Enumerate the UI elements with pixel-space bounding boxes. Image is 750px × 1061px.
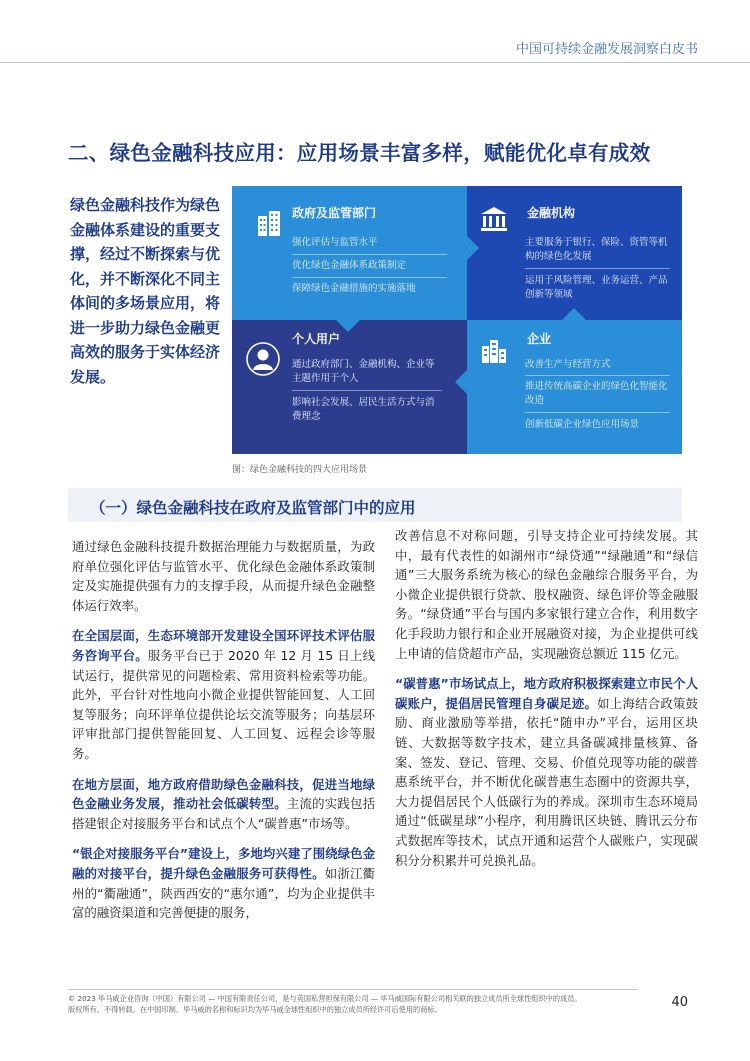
paragraph (72, 844, 375, 922)
paragraph (395, 674, 698, 870)
paragraph (72, 537, 375, 615)
header-rule (0, 62, 750, 63)
quadrant-title: 金融机构 (527, 206, 576, 220)
diagram-notch (455, 370, 467, 394)
highlight-text: 在全国层面，生态环境部开发建设全国环评技术评估服务咨询平台。 (72, 628, 375, 663)
item-separator (525, 375, 670, 376)
quadrant-item: 强化评估与监管水平 (292, 237, 378, 248)
quadrant-item: 主要服务于银行、保险、资管等机构的绿色化发展 (525, 237, 668, 262)
section-heading: 二、绿色金融科技应用：应用场景丰富多样，赋能优化卓有成效 (68, 141, 651, 165)
paragraph-text: 服务平台已于 2020 年 12 月 15 日上线试运行，提供常见的问题检索、常用资料检索等功能。此外，平台针对性地向小微企业提供智能回复、人工回复等服务；向环评单位提供论坛交流等服务；向基层环评审批部门提供智能回复、人工回复、远程会诊等服务。 (72, 647, 375, 761)
application-scenarios-diagram (232, 186, 682, 454)
diagram-notch (562, 308, 586, 320)
paragraph (72, 775, 375, 834)
body-column-right (395, 526, 698, 881)
bank-icon (479, 204, 509, 234)
government-building-icon (254, 208, 284, 238)
footer-trademark: 版权所有，不得转载。在中国印制。毕马威的名称和标识均为毕马威全球性组织中的独立成员所经许可后使用的商标。 (68, 1005, 442, 1014)
quadrant-title: 政府及监管部门 (292, 206, 377, 220)
quadrant-individual-users (232, 320, 467, 454)
page-number: 40 (671, 995, 688, 1010)
paragraph-text: 如上海结合政策鼓励、商业激励等举措，依托“随申办”平台，运用区块链、大数据等数字技术，建立具备碳减排量核算、备案、签发、登记、管理、交易、价值兑现等功能的碳普惠系统平台，并不断优化碳普惠生态圈中的资源共享，大力提倡居民个人低碳行为的养成。深圳市生态环境局通过“低碳星球”小程序，利用腾讯区块链、腾讯云分布式数据库等技术，试点开通和运营个人碳账户，实现碳积分分积累并可兑换礼品。 (395, 695, 699, 868)
header-title: 中国可持续金融发展洞察白皮书 (515, 42, 698, 57)
highlight-text: “碳普惠”市场试点上，地方政府积极探索建立市民个人碳账户，提倡居民管理自身碳足迹。 (395, 676, 698, 711)
quadrant-title: 企业 (527, 332, 552, 346)
quadrant-item: 改善生产与经营方式 (525, 359, 611, 370)
footer-rule (68, 989, 638, 990)
item-separator (525, 412, 670, 413)
quadrant-item: 影响社会发展、居民生活方式与消费理念 (292, 397, 435, 422)
highlight-text: 在地方层面，地方政府借助绿色金融科技，促进当地绿色金融业务发展，推动社会低碳转型。 (72, 776, 375, 812)
figure-caption: 图：绿色金融科技的四大应用场景 (232, 465, 368, 475)
item-separator (525, 268, 670, 269)
quadrant-government (232, 186, 467, 320)
quadrant-item: 优化绿色金融体系政策制定 (292, 260, 407, 271)
quadrant-item: 保障绿色金融措施的实施落地 (292, 283, 416, 294)
paragraph-text: 通过绿色金融科技提升数据治理能力与数据质量，为政府单位强化评估与监管水平、优化绿色金融体系政策制定及实施提供强有力的支撑手段，从而提升绿色金融整体运行效率。 (72, 539, 375, 613)
paragraph (395, 526, 698, 663)
quadrant-item: 运用于风险管理、业务运营、产品创新等领域 (525, 275, 668, 300)
user-icon (246, 342, 280, 376)
paragraph-text: 改善信息不对称问题，引导支持企业可持续发展。其中，最有代表性的如湖州市“绿贷通”“绿融通”和“绿信通”三大服务系统为核心的绿色金融综合服务平台，为小微企业提供银行贷款、股权融资、绿色评价等金融服务。“绿贷通”平台与国内多家银行建立合作，利用数字化手段助力银行和企业开展融资对接，为企业提供可线上申请的信贷超市产品，实现融资总额近 115 亿元。 (395, 528, 698, 661)
diagram-notch (467, 236, 479, 260)
quadrant-item: 推进传统高碳企业的绿色化智能化改造 (525, 381, 668, 406)
intro-text: 绿色金融科技作为绿色金融体系建设的重要支撑，经过不断探索与优化，并不断深化不同主体间的多场景应用，将进一步助力绿色金融更高效的服务于实体经济发展。 (70, 196, 221, 386)
quadrant-item: 创新低碳企业绿色应用场景 (525, 419, 640, 430)
quadrant-item: 通过政府部门、金融机构、企业等主题作用于个人 (292, 359, 435, 384)
paragraph-text: 主流的实践包括搭建银企对接服务平台和试点个人“碳普惠”市场等。 (72, 796, 376, 831)
footer-copyright: © 2023 毕马威企业咨询（中国）有限公司 — 中国有限责任公司，是与英国私营担保有限公司 — 毕马威国际有限公司相关联的独立成员所全球性组织中的成员。 (68, 994, 582, 1003)
quadrant-financial-institutions (467, 186, 682, 320)
diagram-notch (336, 320, 360, 332)
item-separator (292, 277, 447, 278)
item-separator (292, 390, 442, 391)
city-buildings-icon (479, 336, 509, 366)
item-separator (292, 254, 447, 255)
footer-text (68, 993, 658, 1015)
body-column-left (72, 537, 375, 934)
highlight-text: “银企对接服务平台”建设上，多地均兴建了围绕绿色金融的对接平台，提升绿色金融服务可获得性。 (72, 846, 375, 881)
quadrant-enterprises (467, 320, 682, 454)
paragraph-text: 如浙江衢州的“衢融通”，陕西西安的“惠尔通”，均为企业提供丰富的融资渠道和完善便捷的服务， (72, 865, 376, 921)
subsection-heading: （一）绿色金融科技在政府及监管部门中的应用 (90, 499, 416, 517)
paragraph (72, 626, 375, 763)
quadrant-title: 个人用户 (292, 332, 341, 346)
